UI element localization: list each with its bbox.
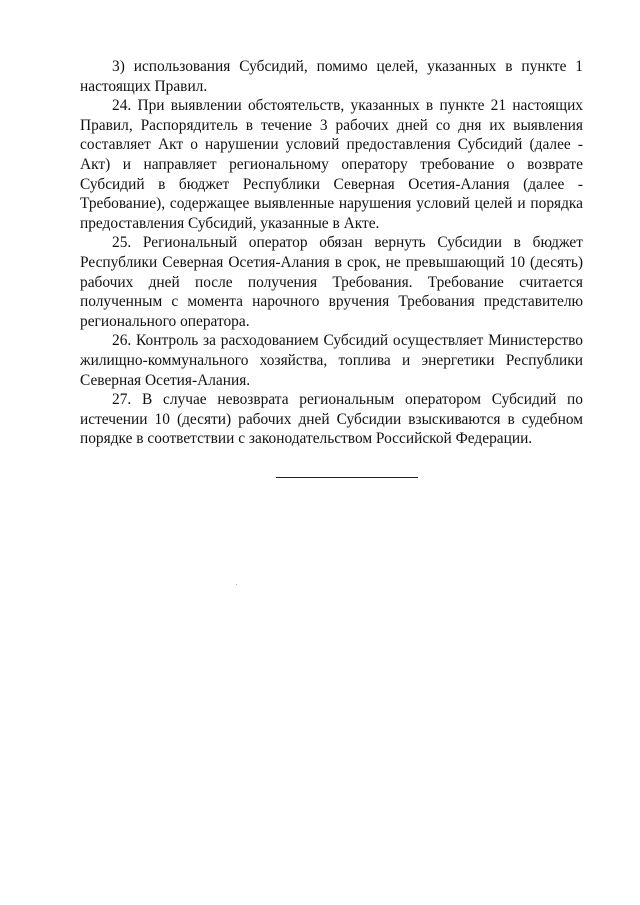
end-separator-line [276,477,418,478]
paragraph-26: 26. Контроль за расходованием Субсидий осуществляет Министерство жилищно-коммунального хозяйства, топлива и энергетики Республики Северная Осетия-Алания. [80,332,583,389]
document-body [80,57,583,449]
paragraph-27: 27. В случае невозврата региональным оператором Субсидий по истечении 10 (десяти) рабочих дней Субсидии взыскиваются в судебном порядке в соответствии с законодательством Российской Федерации. [80,391,583,448]
scan-speck [236,584,237,585]
paragraph-25: 25. Региональный оператор обязан вернуть Субсидии в бюджет Республики Северная Осетия-Алания в срок, не превышающий 10 (десять) рабочих дней после получения Требования. Требование считается полученным с момента нарочного вручения Требования представителю регионального оператора. [80,234,583,330]
paragraph-item-3: 3) использования Субсидий, помимо целей, указанных в пункте 1 настоящих Правил. [80,58,583,95]
paragraph-24: 24. При выявлении обстоятельств, указанных в пункте 21 настоящих Правил, Распорядитель в течение 3 рабочих дней со дня их выявления составляет Акт о нарушении условий предоставления Субсидий (далее - Акт) и направляет региональному оператору требование о возврате Субсидий в бюджет Республики Северная Осетия-Алания (далее - Требование), содержащее выявленные нарушения условий целей и порядка предоставления Субсидий, указанные в Акте. [80,97,583,232]
